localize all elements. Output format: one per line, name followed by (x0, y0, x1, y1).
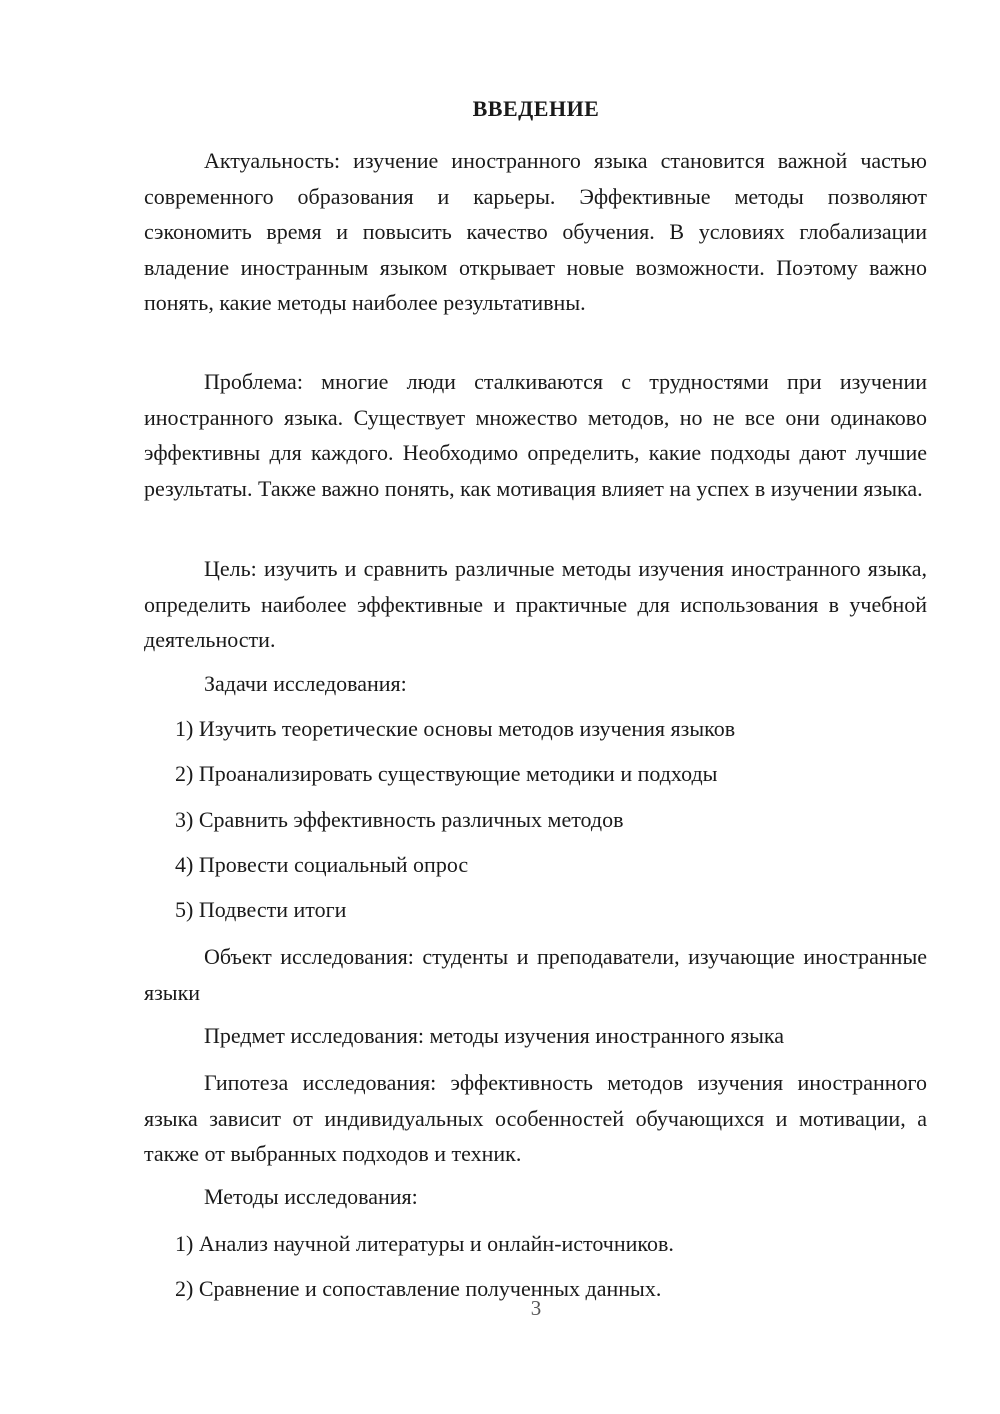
method-item: 2) Сравнение и сопоставление полученных данных. (175, 1276, 662, 1301)
task-item: 1) Изучить теоретические основы методов изучения языков (175, 716, 736, 741)
goal-paragraph: Цель: изучить и сравнить различные методы изучения иностранного языка, определить наиболее эффективные и практичные для использования в учебной деятельности. (144, 556, 927, 652)
method-item: 1) Анализ научной литературы и онлайн-источников. (175, 1231, 674, 1256)
task-item: 2) Проанализировать существующие методики и подходы (175, 761, 718, 786)
page-number: 3 (530, 1296, 542, 1320)
task-item: 4) Провести социальный опрос (175, 852, 469, 877)
task-item: 5) Подвести итоги (175, 897, 347, 922)
problem-paragraph: Проблема: многие люди сталкиваются с трудностями при изучении иностранного языка. Существует множество методов, но не все они одинаково эффективны для каждого. Необходимо определить, какие подходы дают лучшие результаты. Также важно понять, как мотивация влияет на успех в изучении языка. (144, 369, 927, 501)
methods-heading: Методы исследования: (204, 1184, 418, 1209)
object-paragraph: Объект исследования: студенты и преподаватели, изучающие иностранные языки (144, 944, 927, 1005)
section-title: ВВЕДЕНИЕ (472, 96, 600, 121)
subject-line: Предмет исследования: методы изучения иностранного языка (204, 1023, 785, 1048)
tasks-heading: Задачи исследования: (204, 671, 407, 696)
hypothesis-paragraph: Гипотеза исследования: эффективность методов изучения иностранного языка зависит от индивидуальных особенностей обучающихся и мотивации, а также от выбранных подходов и техник. (144, 1070, 927, 1166)
task-item: 3) Сравнить эффективность различных методов (175, 807, 624, 832)
relevance-paragraph: Актуальность: изучение иностранного языка становится важной частью современного образования и карьеры. Эффективные методы позволяют сэкономить время и повысить качество обучения. В условиях глобализации владение иностранным языком открывает новые возможности. Поэтому важно понять, какие методы наиболее результативны. (144, 148, 927, 315)
